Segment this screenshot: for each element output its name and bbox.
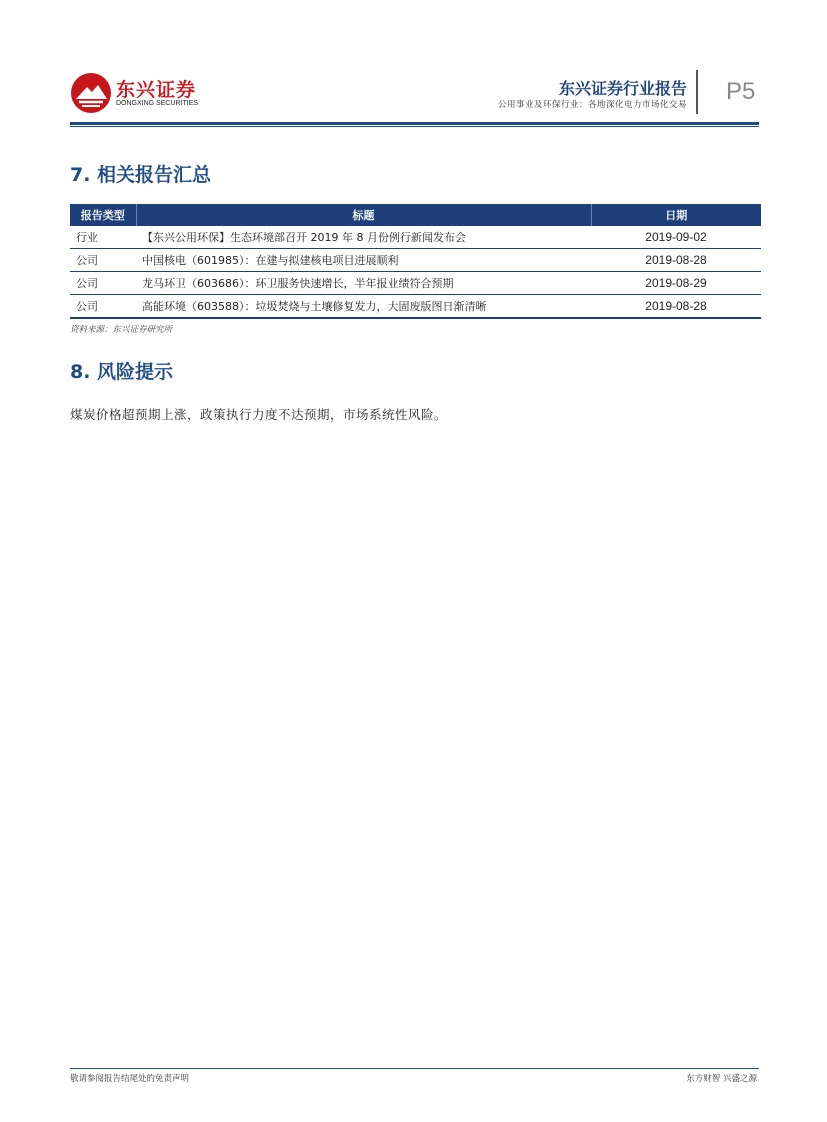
header-rule-thin <box>70 126 759 127</box>
table-source-note: 资料来源：东兴证券研究所 <box>70 325 173 335</box>
section-heading-related-reports: 7. 相关报告汇总 <box>70 164 212 186</box>
cell-date: 2019-09-02 <box>591 226 761 249</box>
report-subtitle: 公用事业及环保行业：各地深化电力市场化交易 <box>497 100 687 110</box>
column-header-type: 报告类型 <box>70 204 136 226</box>
related-reports-table <box>70 204 761 319</box>
risk-paragraph: 煤炭价格超预期上涨，政策执行力度不达预期，市场系统性风险。 <box>70 407 448 422</box>
cell-type: 公司 <box>70 272 136 295</box>
table-header-row <box>70 204 761 226</box>
cell-type: 公司 <box>70 249 136 272</box>
cell-type: 行业 <box>70 226 136 249</box>
company-logo <box>70 72 200 114</box>
footer-rule <box>70 1068 759 1069</box>
table-row <box>70 249 761 272</box>
column-header-date: 日期 <box>591 204 761 226</box>
cell-type: 公司 <box>70 295 136 319</box>
header-divider <box>696 70 698 114</box>
cell-date: 2019-08-28 <box>591 295 761 319</box>
logo-en-text: DONGXING SECURITIES <box>116 100 199 107</box>
section-heading-risk: 8. 风险提示 <box>70 361 174 383</box>
cell-date: 2019-08-28 <box>591 249 761 272</box>
cell-title: 龙马环卫（603686）：环卫服务快速增长，半年报业绩符合预期 <box>136 272 591 295</box>
table-row <box>70 295 761 319</box>
header-rule <box>70 122 759 125</box>
report-series-title: 东兴证券行业报告 <box>558 79 687 98</box>
cell-title: 【东兴公用环保】生态环境部召开 2019 年 8 月份例行新闻发布会 <box>136 226 591 249</box>
column-header-title: 标题 <box>136 204 591 226</box>
cell-date: 2019-08-29 <box>591 272 761 295</box>
footer-slogan: 东方财智 兴盛之源 <box>686 1074 757 1084</box>
footer-disclaimer-note: 敬请参阅报告结尾处的免责声明 <box>70 1074 190 1084</box>
page-number: P5 <box>726 78 756 105</box>
cell-title: 中国核电（601985）：在建与拟建核电项目进展顺利 <box>136 249 591 272</box>
cell-title: 高能环境（603588）：垃圾焚烧与土壤修复发力，大固废版图日渐清晰 <box>136 295 591 319</box>
logo-mark-icon <box>70 72 112 114</box>
logo-cn-text: 东兴证券 <box>116 79 197 101</box>
table-row <box>70 272 761 295</box>
table-row <box>70 226 761 249</box>
